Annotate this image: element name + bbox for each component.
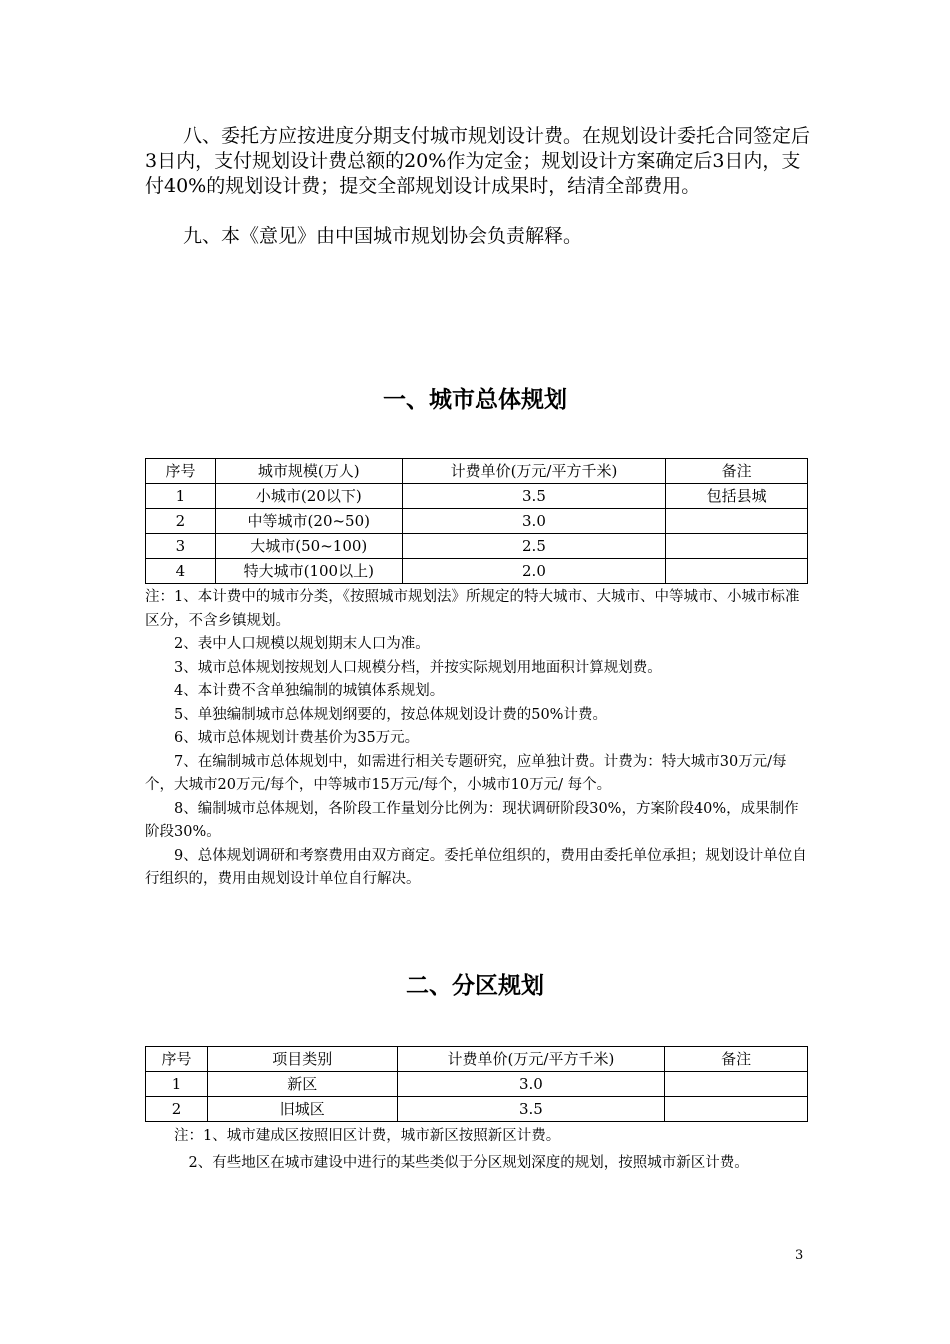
table-cell: 3.0 <box>397 1072 665 1097</box>
note-1: 注：1、本计费中的城市分类，《按照城市规划法》所规定的特大城市、大城市、中等城市、小城市标准区分，不含乡镇规划。 <box>145 589 800 629</box>
header-cell: 计费单价(万元/平方千米) <box>397 1047 665 1072</box>
header-cell: 序号 <box>146 459 216 484</box>
table-cell <box>666 559 808 584</box>
section1-title: 一、城市总体规划 <box>383 387 567 413</box>
table-cell: 包括县城 <box>666 484 808 509</box>
table-cell: 2.0 <box>402 559 666 584</box>
section1-notes <box>145 586 810 892</box>
header-cell: 项目类别 <box>207 1047 397 1072</box>
note-2: 2、有些地区在城市建设中进行的某些类似于分区规划深度的规划，按照城市新区计费。 <box>145 1154 749 1171</box>
section2-notes <box>145 1125 810 1175</box>
section2-title: 二、分区规划 <box>406 973 544 999</box>
table-cell: 小城市(20以下) <box>215 484 402 509</box>
note-6: 6、城市总体规划计费基价为35万元。 <box>145 730 420 746</box>
table-cell: 2.5 <box>402 534 666 559</box>
header-cell: 序号 <box>146 1047 208 1072</box>
table-row <box>146 509 808 534</box>
table-cell: 4 <box>146 559 216 584</box>
section2-table <box>145 1046 808 1122</box>
table-cell <box>666 509 808 534</box>
table-header-row <box>146 459 808 484</box>
table-row <box>146 534 808 559</box>
note-2: 2、表中人口规模以规划期末人口为准。 <box>145 636 430 652</box>
header-cell: 备注 <box>665 1047 808 1072</box>
table-cell: 大城市(50~100) <box>215 534 402 559</box>
table-cell: 2 <box>146 509 216 534</box>
table-row <box>146 484 808 509</box>
paragraph-8: 八、委托方应按进度分期支付城市规划设计费。在规划设计委托合同签定后3日内，支付规划设计费总额的20%作为定金；规划设计方案确定后3日内，支付40%的规划设计费；提交全部规划设计成果时，结清全部费用。 <box>145 125 811 197</box>
table-cell: 1 <box>146 484 216 509</box>
table-header-row <box>146 1047 808 1072</box>
note-1: 注：1、城市建成区按照旧区计费，城市新区按照新区计费。 <box>145 1128 561 1144</box>
paragraph-9: 九、本《意见》由中国城市规划协会负责解释。 <box>145 225 583 247</box>
table-row <box>146 559 808 584</box>
table-cell: 3.5 <box>397 1097 665 1122</box>
note-3: 3、城市总体规划按规划人口规模分档，并按实际规划用地面积计算规划费。 <box>145 659 662 676</box>
header-cell: 计费单价(万元/平方千米) <box>402 459 666 484</box>
table-cell: 3.0 <box>402 509 666 534</box>
note-8: 8、编制城市总体规划，各阶段工作量划分比例为：现状调研阶段30%，方案阶段40%，成果制作阶段30%。 <box>145 800 799 840</box>
note-4: 4、本计费不含单独编制的城镇体系规划。 <box>145 683 445 699</box>
header-cell: 城市规模(万人) <box>215 459 402 484</box>
header-cell: 备注 <box>666 459 808 484</box>
note-5: 5、单独编制城市总体规划纲要的，按总体规划设计费的50%计费。 <box>145 706 607 723</box>
note-7: 7、在编制城市总体规划中，如需进行相关专题研究，应单独计费。计费为：特大城市30万元/每个，大城市20万元/每个，中等城市15万元/每个，小城市10万元/ 每个。 <box>145 753 787 793</box>
table-cell: 中等城市(20~50) <box>215 509 402 534</box>
table-cell <box>665 1097 808 1122</box>
table-cell <box>666 534 808 559</box>
table-row <box>146 1097 808 1122</box>
page-number: 3 <box>795 1248 804 1263</box>
table-cell: 特大城市(100以上) <box>215 559 402 584</box>
table-cell: 新区 <box>207 1072 397 1097</box>
table-cell: 3 <box>146 534 216 559</box>
table-cell: 2 <box>146 1097 208 1122</box>
table-row <box>146 1072 808 1097</box>
note-9: 9、总体规划调研和考察费用由双方商定。委托单位组织的，费用由委托单位承担；规划设计单位自行组织的，费用由规划设计单位自行解决。 <box>145 847 807 887</box>
section1-table <box>145 458 808 584</box>
table-cell: 1 <box>146 1072 208 1097</box>
table-cell: 3.5 <box>402 484 666 509</box>
table-cell <box>665 1072 808 1097</box>
table-cell: 旧城区 <box>207 1097 397 1122</box>
